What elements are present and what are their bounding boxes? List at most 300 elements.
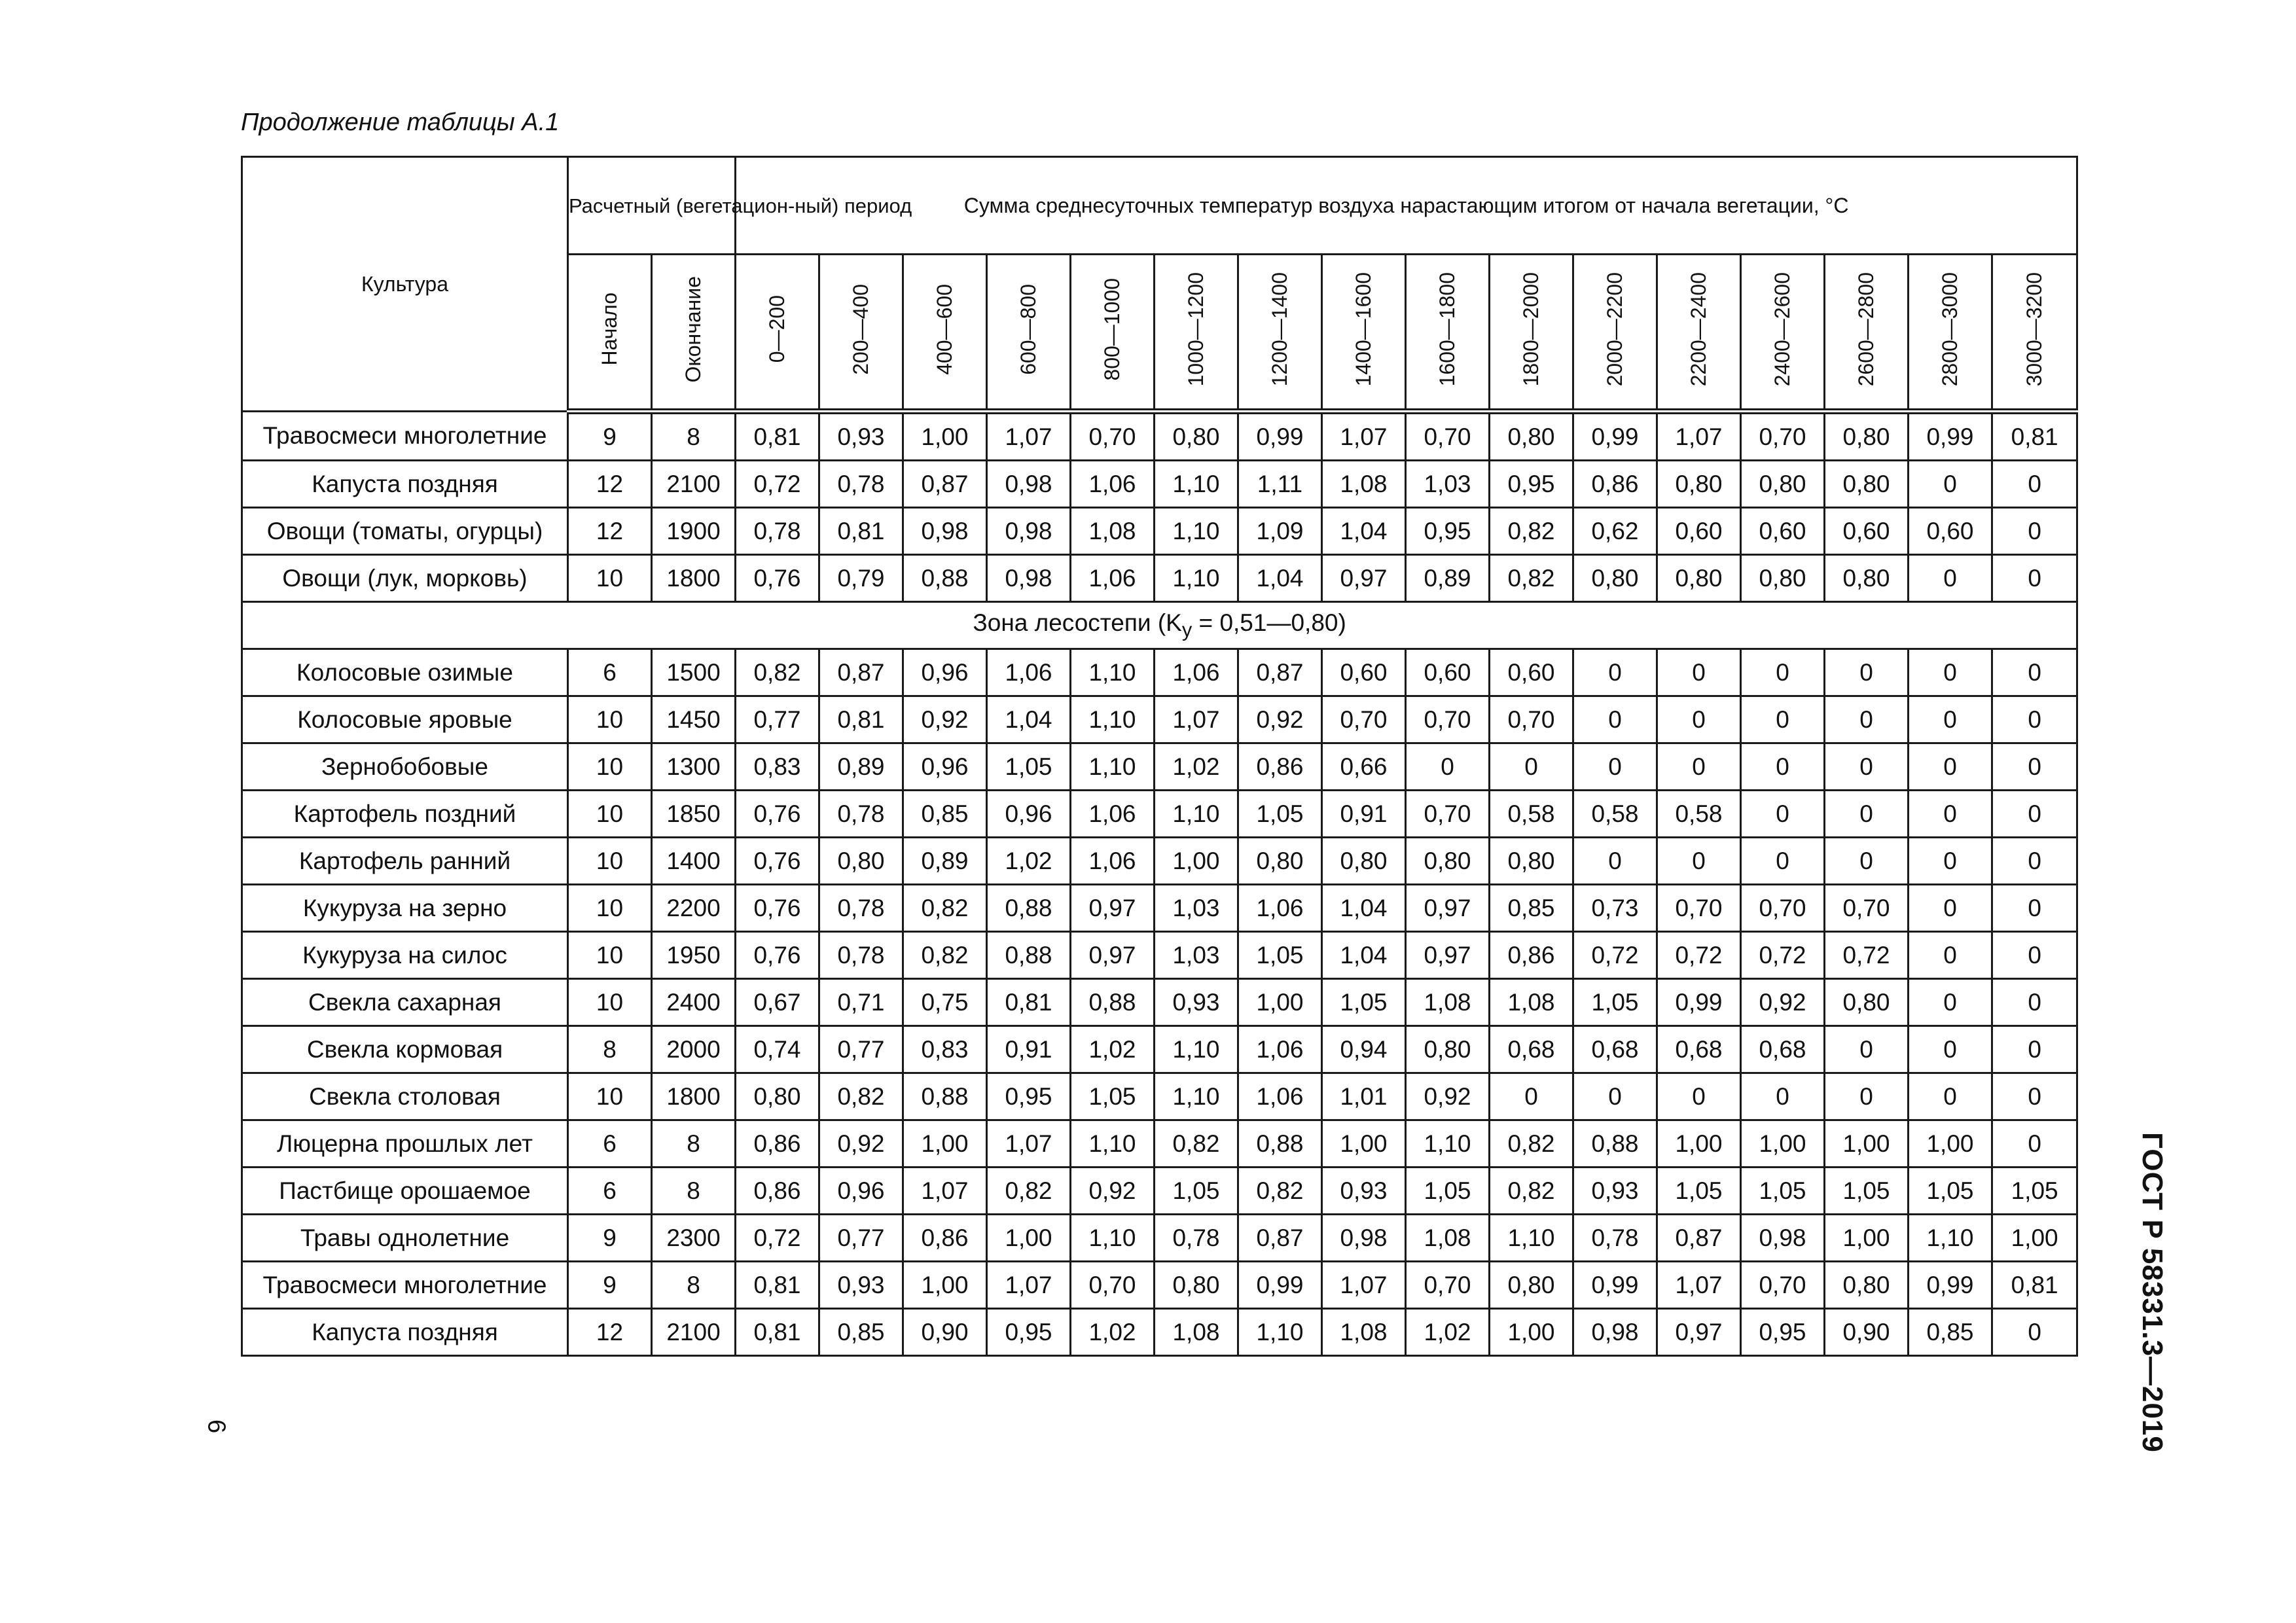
coefficient-cell: 0,81 xyxy=(1992,412,2077,461)
coefficient-cell: 0,70 xyxy=(1406,696,1490,743)
coefficient-cell: 0,60 xyxy=(1657,508,1741,555)
range-header: 400—600 xyxy=(903,255,987,412)
coefficient-cell: 0,70 xyxy=(1406,791,1490,838)
coefficient-cell: 0 xyxy=(1741,649,1825,696)
coefficient-cell: 1,10 xyxy=(1406,1120,1490,1168)
coefficient-cell: 1,05 xyxy=(1573,979,1657,1026)
coefficient-cell: 1,00 xyxy=(1155,838,1238,885)
coefficient-cell: 0,68 xyxy=(1573,1026,1657,1073)
coefficient-cell: 1,05 xyxy=(1909,1168,1992,1215)
coefficient-cell: 0,80 xyxy=(736,1073,819,1120)
coefficient-cell: 0,71 xyxy=(819,979,903,1026)
coefficient-cell: 0,80 xyxy=(1238,838,1322,885)
coefficient-cell: 0,70 xyxy=(1825,885,1909,932)
coefficient-cell: 0,97 xyxy=(1406,885,1490,932)
coefficient-cell: 1,06 xyxy=(1238,885,1322,932)
coefficient-cell: 1,10 xyxy=(1490,1215,1573,1262)
coefficient-cell: 0 xyxy=(1992,508,2077,555)
crop-cell: Зернобобовые xyxy=(242,743,568,791)
coefficient-cell: 0 xyxy=(1741,1073,1825,1120)
coefficient-cell: 0,90 xyxy=(903,1309,987,1356)
coefficient-cell: 0 xyxy=(1573,838,1657,885)
coefficient-cell: 0 xyxy=(1573,696,1657,743)
crop-cell: Травосмеси многолетние xyxy=(242,1262,568,1309)
coefficient-cell: 0,76 xyxy=(736,932,819,979)
coefficient-cell: 1,08 xyxy=(1322,461,1406,508)
coefficient-cell: 0 xyxy=(1741,838,1825,885)
coefficient-cell: 0,93 xyxy=(819,412,903,461)
coefficient-cell: 0,70 xyxy=(1322,696,1406,743)
period-header: Расчетный (вегетацион-ный) период xyxy=(568,157,736,255)
coefficient-cell: 0,99 xyxy=(1238,1262,1322,1309)
coefficient-cell: 0,82 xyxy=(1490,508,1573,555)
coefficient-cell: 1,10 xyxy=(1071,649,1155,696)
coefficient-cell: 0,70 xyxy=(1406,1262,1490,1309)
coefficient-cell: 0 xyxy=(1909,743,1992,791)
coefficient-cell: 1,08 xyxy=(1071,508,1155,555)
coefficient-cell: 0,95 xyxy=(1406,508,1490,555)
coefficient-cell: 1,05 xyxy=(1992,1168,2077,1215)
coefficient-cell: 0,87 xyxy=(1238,1215,1322,1262)
coefficient-cell: 1,01 xyxy=(1322,1073,1406,1120)
period-end-cell: 8 xyxy=(652,1262,736,1309)
coefficient-cell: 0 xyxy=(1992,1309,2077,1356)
crop-cell: Капуста поздняя xyxy=(242,1309,568,1356)
range-header: 1600—1800 xyxy=(1406,255,1490,412)
coefficient-cell: 0,80 xyxy=(1573,555,1657,602)
coefficient-cell: 1,08 xyxy=(1406,1215,1490,1262)
coefficient-cell: 0,70 xyxy=(1406,412,1490,461)
coefficient-cell: 0,99 xyxy=(1909,412,1992,461)
coefficient-cell: 1,00 xyxy=(1490,1309,1573,1356)
coefficient-cell: 1,02 xyxy=(1071,1026,1155,1073)
coefficient-cell: 0,82 xyxy=(1155,1120,1238,1168)
crop-cell: Травы однолетние xyxy=(242,1215,568,1262)
coefficient-cell: 0,81 xyxy=(736,1262,819,1309)
coefficient-cell: 0 xyxy=(1992,1026,2077,1073)
period-end-header: Окончание xyxy=(652,255,736,412)
coefficient-cell: 0,92 xyxy=(1238,696,1322,743)
coefficient-cell: 1,00 xyxy=(903,1120,987,1168)
period-start-cell: 12 xyxy=(568,508,652,555)
coefficient-cell: 1,06 xyxy=(1238,1026,1322,1073)
coefficient-cell: 0,60 xyxy=(1322,649,1406,696)
crop-cell: Капуста поздняя xyxy=(242,461,568,508)
coefficient-cell: 1,04 xyxy=(987,696,1071,743)
period-end-cell: 1450 xyxy=(652,696,736,743)
crop-cell: Кукуруза на силос xyxy=(242,932,568,979)
period-start-cell: 10 xyxy=(568,743,652,791)
coefficient-cell: 0,98 xyxy=(1322,1215,1406,1262)
coefficient-cell: 0,98 xyxy=(987,461,1071,508)
coefficient-cell: 1,02 xyxy=(1071,1309,1155,1356)
coefficient-cell: 0,58 xyxy=(1657,791,1741,838)
coefficient-cell: 0,93 xyxy=(1573,1168,1657,1215)
period-start-cell: 10 xyxy=(568,791,652,838)
coefficient-cell: 0 xyxy=(1825,743,1909,791)
coefficient-cell: 0 xyxy=(1909,555,1992,602)
coefficient-cell: 0,72 xyxy=(1825,932,1909,979)
coefficient-cell: 0,81 xyxy=(736,412,819,461)
coefficient-cell: 0 xyxy=(1825,838,1909,885)
coefficient-cell: 1,06 xyxy=(987,649,1071,696)
coefficient-cell: 0 xyxy=(1825,1073,1909,1120)
coefficient-cell: 0,82 xyxy=(1490,1120,1573,1168)
crop-cell: Овощи (томаты, огурцы) xyxy=(242,508,568,555)
table-row xyxy=(242,555,2077,602)
coefficient-cell: 0,93 xyxy=(1322,1168,1406,1215)
coefficient-cell: 1,07 xyxy=(1322,1262,1406,1309)
table-row xyxy=(242,1168,2077,1215)
coefficient-cell: 1,07 xyxy=(987,1120,1071,1168)
period-start-header: Начало xyxy=(568,255,652,412)
period-end-cell: 1950 xyxy=(652,932,736,979)
coefficient-cell: 0,97 xyxy=(1406,932,1490,979)
coefficient-cell: 0 xyxy=(1909,461,1992,508)
coefficient-cell: 0,86 xyxy=(736,1120,819,1168)
coefficient-cell: 0,74 xyxy=(736,1026,819,1073)
coefficient-cell: 0 xyxy=(1992,838,2077,885)
table-row xyxy=(242,932,2077,979)
coefficient-cell: 0,62 xyxy=(1573,508,1657,555)
coefficient-cell: 1,00 xyxy=(1992,1215,2077,1262)
crop-cell: Овощи (лук, морковь) xyxy=(242,555,568,602)
period-end-cell: 1400 xyxy=(652,838,736,885)
coefficient-cell: 0,80 xyxy=(1825,1262,1909,1309)
coefficient-cell: 0 xyxy=(1825,696,1909,743)
range-header: 2600—2800 xyxy=(1825,255,1909,412)
coefficient-cell: 0 xyxy=(1406,743,1490,791)
table-row xyxy=(242,838,2077,885)
coefficient-cell: 1,10 xyxy=(1155,555,1238,602)
coefficients-table xyxy=(241,156,2078,1357)
period-end-cell: 2200 xyxy=(652,885,736,932)
coefficient-cell: 0,88 xyxy=(1573,1120,1657,1168)
coefficient-cell: 0,96 xyxy=(819,1168,903,1215)
coefficient-cell: 0,90 xyxy=(1825,1309,1909,1356)
coefficient-cell: 0,85 xyxy=(1490,885,1573,932)
period-start-cell: 10 xyxy=(568,1073,652,1120)
coefficient-cell: 0 xyxy=(1909,979,1992,1026)
coefficient-cell: 0,81 xyxy=(819,508,903,555)
coefficient-cell: 0 xyxy=(1909,1073,1992,1120)
coefficient-cell: 1,05 xyxy=(1322,979,1406,1026)
table-row xyxy=(242,461,2077,508)
coefficient-cell: 0,76 xyxy=(736,791,819,838)
coefficient-cell: 0,98 xyxy=(1741,1215,1825,1262)
coefficient-cell: 0 xyxy=(1992,979,2077,1026)
coefficient-cell: 1,04 xyxy=(1322,885,1406,932)
coefficient-cell: 0,80 xyxy=(1490,1262,1573,1309)
table-row xyxy=(242,791,2077,838)
coefficient-cell: 1,05 xyxy=(987,743,1071,791)
coefficient-cell: 0,70 xyxy=(1071,1262,1155,1309)
coefficient-cell: 0 xyxy=(1909,932,1992,979)
coefficient-cell: 0,82 xyxy=(1490,555,1573,602)
coefficient-cell: 0,86 xyxy=(1490,932,1573,979)
coefficient-cell: 0,80 xyxy=(1406,1026,1490,1073)
standard-code: ГОСТ Р 58331.3—2019 xyxy=(2136,1132,2168,1453)
period-start-cell: 9 xyxy=(568,1262,652,1309)
coefficient-cell: 0,99 xyxy=(1573,1262,1657,1309)
coefficient-cell: 1,00 xyxy=(903,412,987,461)
table-row xyxy=(242,1120,2077,1168)
temperature-sum-header: Сумма среднесуточных температур воздуха нарастающим итогом от начала вегетации, °С xyxy=(736,157,2077,255)
culture-header: Культура xyxy=(242,157,568,412)
coefficient-cell: 0 xyxy=(1573,743,1657,791)
coefficient-cell: 0,80 xyxy=(1825,412,1909,461)
coefficient-cell: 0,85 xyxy=(819,1309,903,1356)
period-end-cell: 2400 xyxy=(652,979,736,1026)
coefficient-cell: 0,91 xyxy=(1322,791,1406,838)
crop-cell: Свекла кормовая xyxy=(242,1026,568,1073)
coefficient-cell: 0,92 xyxy=(1071,1168,1155,1215)
coefficient-cell: 0,80 xyxy=(1825,461,1909,508)
coefficient-cell: 1,10 xyxy=(1071,743,1155,791)
coefficient-cell: 0,77 xyxy=(819,1026,903,1073)
zone-row xyxy=(242,602,2077,649)
coefficient-cell: 0,80 xyxy=(1657,461,1741,508)
coefficient-cell: 0 xyxy=(1741,743,1825,791)
coefficient-cell: 0,92 xyxy=(819,1120,903,1168)
coefficient-cell: 0,82 xyxy=(903,932,987,979)
coefficient-cell: 0,96 xyxy=(903,743,987,791)
coefficient-cell: 0 xyxy=(1657,1073,1741,1120)
crop-cell: Люцерна прошлых лет xyxy=(242,1120,568,1168)
coefficient-cell: 1,07 xyxy=(1322,412,1406,461)
coefficient-cell: 0 xyxy=(1657,743,1741,791)
coefficient-cell: 1,00 xyxy=(1909,1120,1992,1168)
coefficient-cell: 1,03 xyxy=(1406,461,1490,508)
coefficient-cell: 1,10 xyxy=(1155,1026,1238,1073)
coefficient-cell: 0,97 xyxy=(1322,555,1406,602)
coefficient-cell: 0 xyxy=(1992,885,2077,932)
coefficient-cell: 0,96 xyxy=(903,649,987,696)
period-start-cell: 6 xyxy=(568,649,652,696)
coefficient-cell: 0 xyxy=(1657,649,1741,696)
period-start-cell: 10 xyxy=(568,979,652,1026)
coefficient-cell: 0,70 xyxy=(1741,885,1825,932)
coefficient-cell: 0,92 xyxy=(1741,979,1825,1026)
coefficient-cell: 1,08 xyxy=(1322,1309,1406,1356)
coefficient-cell: 1,00 xyxy=(903,1262,987,1309)
coefficient-cell: 1,10 xyxy=(1155,461,1238,508)
coefficient-cell: 0,76 xyxy=(736,555,819,602)
coefficient-cell: 0 xyxy=(1490,1073,1573,1120)
coefficient-cell: 0,80 xyxy=(1155,1262,1238,1309)
crop-cell: Пастбище орошаемое xyxy=(242,1168,568,1215)
coefficient-cell: 1,06 xyxy=(1155,649,1238,696)
coefficient-cell: 0,80 xyxy=(1825,555,1909,602)
coefficient-cell: 0,80 xyxy=(1741,461,1825,508)
coefficient-cell: 1,07 xyxy=(1657,412,1741,461)
coefficient-cell: 0,72 xyxy=(1573,932,1657,979)
coefficient-cell: 0 xyxy=(1992,932,2077,979)
coefficient-cell: 0,83 xyxy=(736,743,819,791)
coefficient-cell: 0,82 xyxy=(736,649,819,696)
coefficient-cell: 0,82 xyxy=(1238,1168,1322,1215)
coefficient-cell: 0,75 xyxy=(903,979,987,1026)
coefficient-cell: 0,78 xyxy=(1573,1215,1657,1262)
coefficient-cell: 0 xyxy=(1992,1073,2077,1120)
coefficient-cell: 0,81 xyxy=(819,696,903,743)
range-header: 600—800 xyxy=(987,255,1071,412)
coefficient-cell: 0 xyxy=(1992,649,2077,696)
coefficient-cell: 1,04 xyxy=(1322,508,1406,555)
period-start-cell: 10 xyxy=(568,932,652,979)
coefficient-cell: 0 xyxy=(1657,838,1741,885)
period-start-cell: 6 xyxy=(568,1120,652,1168)
coefficient-cell: 0,98 xyxy=(987,555,1071,602)
coefficient-cell: 1,04 xyxy=(1238,555,1322,602)
coefficient-cell: 1,06 xyxy=(1071,791,1155,838)
table-row xyxy=(242,1026,2077,1073)
crop-cell: Картофель поздний xyxy=(242,791,568,838)
coefficient-cell: 0,89 xyxy=(1406,555,1490,602)
coefficient-cell: 0,78 xyxy=(819,791,903,838)
table-row xyxy=(242,1073,2077,1120)
coefficient-cell: 0 xyxy=(1825,649,1909,696)
coefficient-cell: 0,97 xyxy=(1071,932,1155,979)
coefficient-cell: 0,92 xyxy=(903,696,987,743)
period-end-cell: 1800 xyxy=(652,1073,736,1120)
coefficient-cell: 0,78 xyxy=(736,508,819,555)
coefficient-cell: 1,10 xyxy=(1071,696,1155,743)
coefficient-cell: 0,95 xyxy=(1741,1309,1825,1356)
coefficient-cell: 1,06 xyxy=(1071,838,1155,885)
range-header: 1800—2000 xyxy=(1490,255,1573,412)
range-header: 800—1000 xyxy=(1071,255,1155,412)
coefficient-cell: 0,72 xyxy=(1657,932,1741,979)
period-start-cell: 12 xyxy=(568,461,652,508)
table-row xyxy=(242,508,2077,555)
coefficient-cell: 0 xyxy=(1992,1120,2077,1168)
coefficient-cell: 0,98 xyxy=(987,508,1071,555)
coefficient-cell: 0,60 xyxy=(1909,508,1992,555)
coefficient-cell: 0,86 xyxy=(736,1168,819,1215)
coefficient-cell: 0,66 xyxy=(1322,743,1406,791)
coefficient-cell: 1,00 xyxy=(1238,979,1322,1026)
coefficient-cell: 0,95 xyxy=(987,1309,1071,1356)
crop-cell: Свекла сахарная xyxy=(242,979,568,1026)
coefficient-cell: 0,80 xyxy=(1490,838,1573,885)
coefficient-cell: 0,97 xyxy=(1071,885,1155,932)
period-end-cell: 2100 xyxy=(652,461,736,508)
period-start-cell: 12 xyxy=(568,1309,652,1356)
table-body xyxy=(242,412,2077,1356)
coefficient-cell: 0 xyxy=(1909,696,1992,743)
coefficient-cell: 0,72 xyxy=(736,1215,819,1262)
coefficient-cell: 0,76 xyxy=(736,838,819,885)
coefficient-cell: 0,70 xyxy=(1741,1262,1825,1309)
coefficient-cell: 1,07 xyxy=(987,412,1071,461)
coefficient-cell: 0,60 xyxy=(1825,508,1909,555)
coefficient-cell: 0,85 xyxy=(903,791,987,838)
table-row xyxy=(242,885,2077,932)
coefficient-cell: 0,72 xyxy=(736,461,819,508)
period-end-cell: 2100 xyxy=(652,1309,736,1356)
period-end-cell: 1800 xyxy=(652,555,736,602)
coefficient-cell: 0,82 xyxy=(903,885,987,932)
table-row xyxy=(242,696,2077,743)
coefficient-cell: 0,95 xyxy=(987,1073,1071,1120)
coefficient-cell: 1,06 xyxy=(1071,461,1155,508)
coefficient-cell: 0,92 xyxy=(1406,1073,1490,1120)
coefficient-cell: 0,80 xyxy=(819,838,903,885)
coefficient-cell: 0,80 xyxy=(1155,412,1238,461)
coefficient-cell: 0,73 xyxy=(1573,885,1657,932)
coefficient-cell: 1,10 xyxy=(1155,508,1238,555)
coefficient-cell: 0,89 xyxy=(903,838,987,885)
period-end-cell: 8 xyxy=(652,412,736,461)
period-end-cell: 1900 xyxy=(652,508,736,555)
coefficient-cell: 0 xyxy=(1573,649,1657,696)
coefficient-cell: 0,70 xyxy=(1071,412,1155,461)
coefficient-cell: 0,95 xyxy=(1490,461,1573,508)
coefficient-cell: 1,10 xyxy=(1071,1215,1155,1262)
period-end-cell: 2000 xyxy=(652,1026,736,1073)
coefficient-cell: 1,02 xyxy=(987,838,1071,885)
crop-cell: Картофель ранний xyxy=(242,838,568,885)
period-end-cell: 8 xyxy=(652,1168,736,1215)
coefficient-cell: 0,82 xyxy=(1490,1168,1573,1215)
coefficient-cell: 0,89 xyxy=(819,743,903,791)
coefficient-cell: 0,60 xyxy=(1490,649,1573,696)
table-row xyxy=(242,979,2077,1026)
coefficient-cell: 1,10 xyxy=(1071,1120,1155,1168)
coefficient-cell: 0,86 xyxy=(903,1215,987,1262)
period-end-cell: 8 xyxy=(652,1120,736,1168)
coefficient-cell: 1,05 xyxy=(1071,1073,1155,1120)
coefficient-cell: 0,76 xyxy=(736,885,819,932)
coefficient-cell: 0 xyxy=(1909,838,1992,885)
range-header: 200—400 xyxy=(819,255,903,412)
period-start-cell: 6 xyxy=(568,1168,652,1215)
period-start-cell: 8 xyxy=(568,1026,652,1073)
period-start-cell: 10 xyxy=(568,696,652,743)
table-row xyxy=(242,1215,2077,1262)
coefficient-cell: 1,05 xyxy=(1238,791,1322,838)
coefficient-cell: 0,78 xyxy=(1155,1215,1238,1262)
coefficient-cell: 0,88 xyxy=(1071,979,1155,1026)
coefficient-cell: 0,81 xyxy=(1992,1262,2077,1309)
coefficient-cell: 0,87 xyxy=(1657,1215,1741,1262)
period-start-cell: 10 xyxy=(568,555,652,602)
coefficient-cell: 1,07 xyxy=(903,1168,987,1215)
coefficient-cell: 0 xyxy=(1741,696,1825,743)
coefficient-cell: 1,10 xyxy=(1238,1309,1322,1356)
coefficient-cell: 0,88 xyxy=(987,885,1071,932)
crop-cell: Кукуруза на зерно xyxy=(242,885,568,932)
crop-cell: Колосовые озимые xyxy=(242,649,568,696)
coefficient-cell: 1,05 xyxy=(1825,1168,1909,1215)
coefficient-cell: 0,82 xyxy=(987,1168,1071,1215)
coefficient-cell: 1,10 xyxy=(1155,1073,1238,1120)
range-header: 0—200 xyxy=(736,255,819,412)
range-header: 2000—2200 xyxy=(1573,255,1657,412)
coefficient-cell: 0,78 xyxy=(819,885,903,932)
table-row xyxy=(242,1309,2077,1356)
coefficient-cell: 0,93 xyxy=(1155,979,1238,1026)
coefficient-cell: 0,94 xyxy=(1322,1026,1406,1073)
period-end-cell: 1300 xyxy=(652,743,736,791)
coefficient-cell: 1,05 xyxy=(1406,1168,1490,1215)
coefficient-cell: 0,80 xyxy=(1490,412,1573,461)
coefficient-cell: 0,77 xyxy=(819,1215,903,1262)
coefficient-cell: 0,80 xyxy=(1825,979,1909,1026)
coefficient-cell: 0,82 xyxy=(819,1073,903,1120)
coefficient-cell: 0 xyxy=(1992,791,2077,838)
